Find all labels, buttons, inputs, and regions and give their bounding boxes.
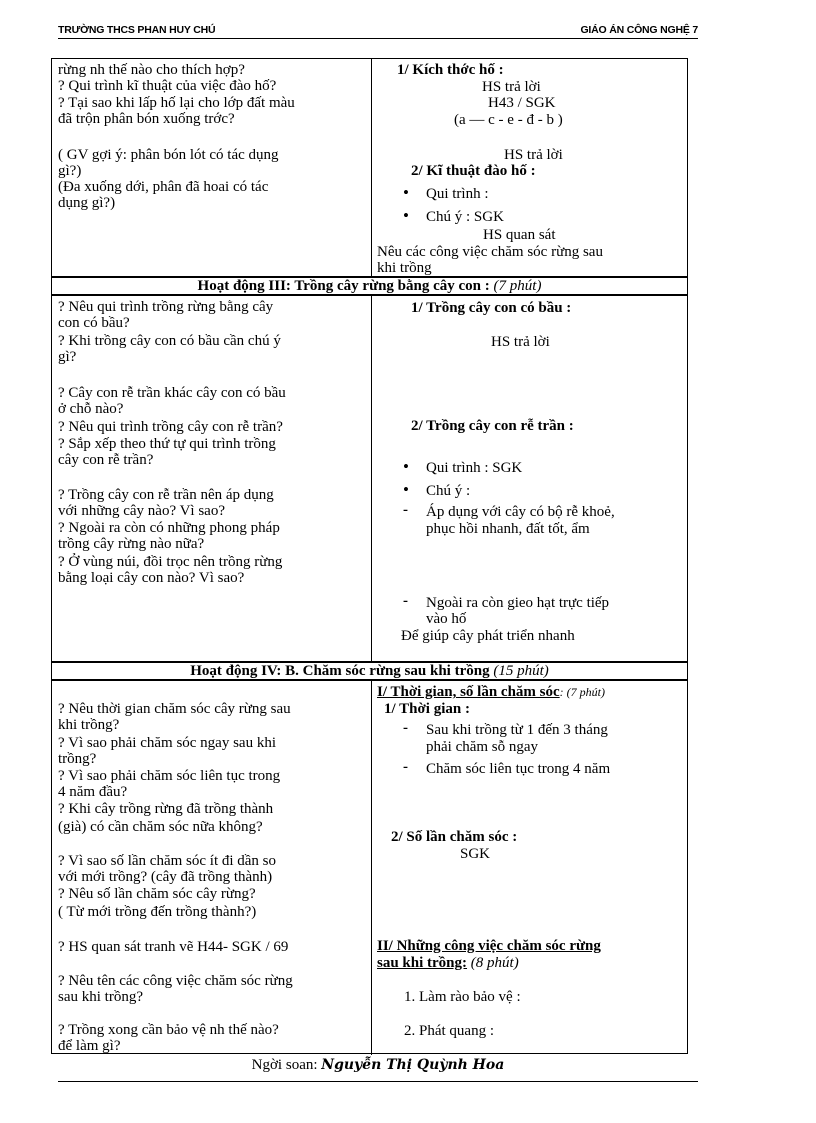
question-line: con có bầu? — [58, 315, 130, 331]
answer-line: vào hố — [426, 611, 467, 627]
activity-4-heading — [52, 663, 687, 679]
answer-line: HS trả lời — [482, 79, 541, 95]
section-heading-text: I/ Thời gian, số lần chăm sóc — [377, 684, 560, 700]
question-line: ? Vì sao phải chăm sóc liên tục trong — [58, 768, 281, 784]
dash-item: - Chăm sóc liên tục trong 4 năm — [426, 762, 610, 777]
section-heading — [377, 685, 605, 700]
subheading: 1/ Trồng cây con có bầu : — [411, 300, 572, 316]
question-line: ở chỗ nào? — [58, 401, 124, 417]
question-line: ? Sắp xếp theo thứ tự qui trình trồng — [58, 436, 276, 452]
school-name: TRƯỜNG THCS PHAN HUY CHÚ — [58, 24, 216, 36]
column-divider — [371, 59, 372, 277]
bullet-item: • Chú ý : SGK — [426, 210, 504, 225]
author-name: Nguyễn Thị Quỳnh Hoa — [321, 1057, 505, 1073]
numbered-item: 1. Làm rào bảo vệ : — [404, 989, 521, 1005]
bullet-item: • Qui trình : — [426, 187, 489, 202]
page-header — [58, 24, 698, 39]
question-line: ? Nêu thời gian chăm sóc cây rừng sau — [58, 701, 291, 717]
dash-item: - Ngoài ra còn gieo hạt trực tiếp — [426, 596, 609, 611]
question-line: ? Nêu qui trình trồng cây con rễ trần? — [58, 419, 283, 435]
question-line: ( GV gợi ý: phân bón lót có tác dụng — [58, 147, 279, 163]
question-line: dụng gì?) — [58, 195, 116, 211]
subheading: 2/ Số lần chăm sóc : — [391, 829, 518, 845]
page-footer — [58, 1057, 698, 1082]
question-line: (Đa xuống dới, phân đã hoai có tác — [58, 179, 269, 195]
question-line: gì? — [58, 349, 77, 365]
question-line: khi trồng? — [58, 717, 120, 733]
question-line: cây con rễ trần? — [58, 452, 154, 468]
question-line: ? Nêu tên các công việc chăm sóc rừng — [58, 973, 293, 989]
question-line: rừng nh thế nào cho thích hợp? — [58, 62, 245, 78]
question-line: ? Nêu qui trình trồng rừng bằng cây — [58, 299, 274, 315]
activity-3-heading — [52, 278, 687, 294]
question-line: ? Vì sao số lần chăm sóc ít đi dần so — [58, 853, 277, 869]
question-line: ? Trồng xong cần bảo vệ nh thế nào? — [58, 1022, 279, 1038]
question-line: ? HS quan sát tranh vẽ H44- SGK / 69 — [58, 939, 289, 955]
section-time: (8 phút) — [470, 955, 519, 971]
dash-item: - Áp dụng với cây có bộ rễ khoẻ, — [426, 505, 615, 520]
question-line: ? Khi trồng cây con có bầu cần chú ý — [58, 333, 281, 349]
subheading: 1/ Kích thớc hố : — [397, 62, 504, 78]
subheading: 2/ Trồng cây con rễ trần : — [411, 418, 574, 434]
question-line: bằng loại cây con nào? Vì sao? — [58, 570, 245, 586]
question-line: gì?) — [58, 163, 82, 179]
activity-4-title: Hoạt động IV: B. Chăm sóc rừng sau khi trồng — [190, 663, 490, 679]
subheading: 2/ Kĩ thuật đào hố : — [411, 163, 536, 179]
section-heading — [377, 956, 519, 971]
question-line: ( Từ mới trồng đến trồng thành?) — [58, 904, 257, 920]
question-line: trồng cây rừng nào nữa? — [58, 536, 205, 552]
question-line: ? Trồng cây con rễ trần nên áp dụng — [58, 487, 274, 503]
column-divider — [371, 295, 372, 662]
question-line: (già) có cần chăm sóc nữa không? — [58, 819, 263, 835]
question-line: ? Ngoài ra còn có những phong pháp — [58, 520, 280, 536]
section-heading: II/ Những công việc chăm sóc rừng — [377, 938, 601, 954]
question-line: ? Nêu số lần chăm sóc cây rừng? — [58, 886, 256, 902]
answer-line: HS quan sát — [483, 227, 556, 243]
answer-line: (a — c - e - đ - b ) — [454, 112, 563, 128]
question-line: ? Vì sao phải chăm sóc ngay sau khi — [58, 735, 277, 751]
answer-line: HS trả lời — [504, 147, 563, 163]
activity-3-title: Hoạt động III: Trồng cây rừng bằng cây con : — [197, 278, 490, 294]
column-divider — [371, 680, 372, 1055]
question-line: đã trộn phân bón xuống trớc? — [58, 111, 235, 127]
author-label: Ngời soan: — [251, 1057, 318, 1073]
section-time: : (7 phút) — [559, 685, 605, 699]
answer-line: khi trồng — [377, 260, 432, 276]
dash-item: - Sau khi trồng từ 1 đến 3 tháng — [426, 723, 608, 738]
question-line: với mới trồng? (cây đã trồng thành) — [58, 869, 273, 885]
question-line: ? Ở vùng núi, đồi trọc nên trồng rừng — [58, 554, 283, 570]
doc-title: GIÁO ÁN CÔNG NGHỆ 7 — [580, 24, 698, 36]
answer-line: phải chăm sỗ ngay — [426, 739, 539, 755]
bullet-item: • Qui trình : SGK — [426, 461, 522, 476]
answer-line: HS trả lời — [491, 334, 550, 350]
section-heading-text: sau khi trồng: — [377, 955, 468, 971]
question-line: với những cây nào? Vì sao? — [58, 503, 225, 519]
question-line: sau khi trồng? — [58, 989, 143, 1005]
question-line: trồng? — [58, 751, 97, 767]
question-line: ? Cây con rễ trần khác cây con có bầu — [58, 385, 286, 401]
question-line: ? Qui trình kĩ thuật của việc đào hố? — [58, 78, 277, 94]
question-line: 4 năm đầu? — [58, 784, 128, 800]
bullet-item: • Chú ý : — [426, 484, 470, 499]
numbered-item: 2. Phát quang : — [404, 1023, 494, 1039]
question-line: ? Khi cây trồng rừng đã trồng thành — [58, 801, 274, 817]
question-line: để làm gì? — [58, 1038, 121, 1054]
question-line: ? Tại sao khi lấp hố lại cho lớp đất màu — [58, 95, 295, 111]
activity-4-time: (15 phút) — [493, 663, 549, 679]
activity-3-time: (7 phút) — [493, 278, 542, 294]
answer-line: phục hồi nhanh, đất tốt, ẩm — [426, 521, 590, 537]
answer-line: Để giúp cây phát triển nhanh — [401, 628, 575, 644]
row-divider — [52, 294, 687, 296]
answer-line: Nêu các công việc chăm sóc rừng sau — [377, 244, 603, 260]
subheading: 1/ Thời gian : — [384, 701, 470, 717]
answer-line: SGK — [460, 846, 491, 862]
lesson-table — [51, 58, 688, 1054]
row-divider — [52, 679, 687, 681]
answer-line: H43 / SGK — [488, 95, 556, 111]
